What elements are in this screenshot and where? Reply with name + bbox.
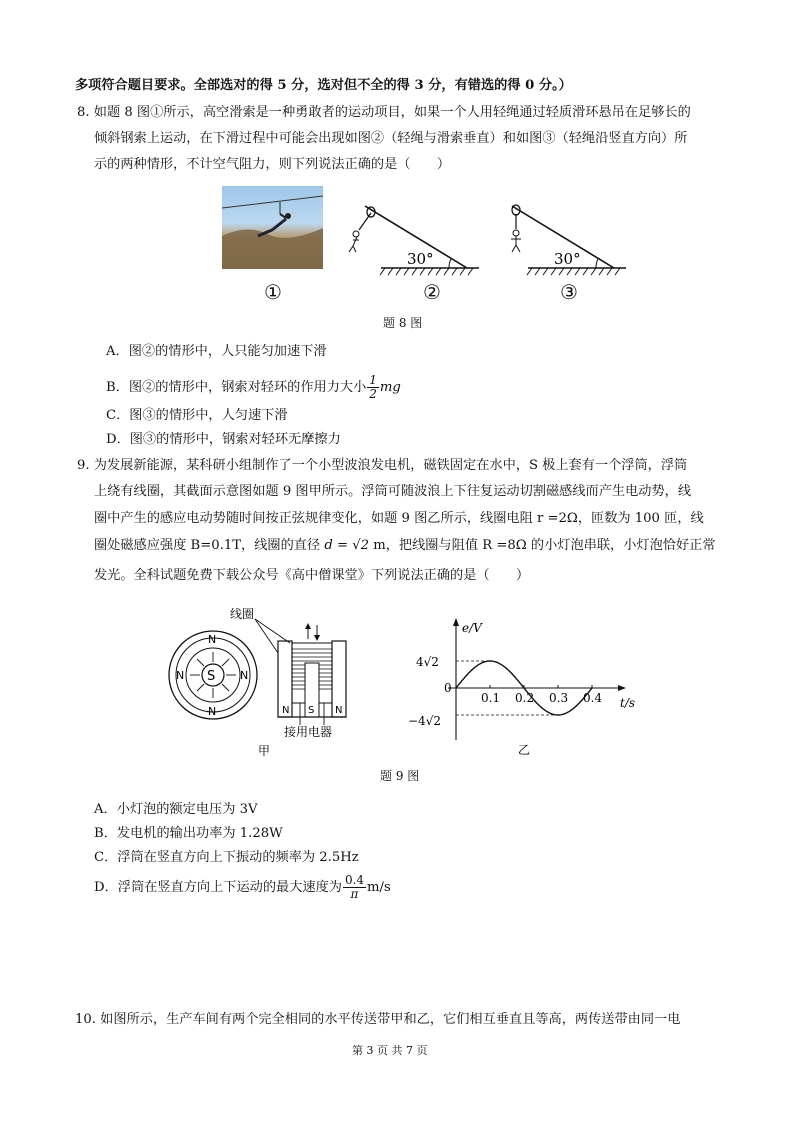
pole-n-top: N bbox=[208, 633, 217, 646]
x-axis-arrow bbox=[618, 685, 626, 691]
x-tick-label-1: 0.1 bbox=[481, 691, 501, 705]
figure-8-caption: 题 8 图 bbox=[383, 316, 423, 330]
section-instruction: 多项符合题目要求。全部选对的得 5 分，选对但不全的得 3 分，有错选的得 0 分。） bbox=[75, 78, 572, 93]
q10-line-1: 10. 如图所示，生产车间有两个完全相同的水平传送带甲和乙，它们相互垂直且等高，两传送带由同一电 bbox=[75, 1012, 681, 1027]
zipline-photo bbox=[222, 186, 323, 269]
q8-option-b-text: B．图②的情形中，钢索对轻环的作用力大小 bbox=[106, 380, 367, 395]
pole-n-bottom: N bbox=[208, 705, 217, 718]
figure-9-left bbox=[160, 603, 360, 763]
x-tick-label-3: 0.3 bbox=[549, 691, 569, 705]
q8-line-3: 示的两种情形，不计空气阻力，则下列说法正确的是（ ） bbox=[94, 157, 451, 172]
figure-8-diagram-3 bbox=[496, 196, 636, 286]
x-tick-label-2: 0.2 bbox=[515, 691, 535, 705]
fraction-denominator: 2 bbox=[369, 387, 377, 401]
device-label: 接用电器 bbox=[284, 725, 333, 739]
figure-label-2: ② bbox=[423, 280, 441, 304]
q9-line-5: 发光。全科试题免费下载公众号《高中僧课堂》下列说法正确的是（ ） bbox=[94, 568, 530, 583]
coil-label: 线圈 bbox=[230, 607, 255, 621]
fraction-numerator: 1 bbox=[369, 373, 377, 387]
peak-value-label: 4√2 bbox=[416, 655, 439, 669]
q8-option-b-unit: mg bbox=[379, 380, 401, 395]
figure-8-diagram-2 bbox=[345, 196, 485, 286]
q9-line-4 bbox=[94, 536, 716, 556]
pole-n-side-right: N bbox=[335, 705, 343, 716]
q9-line-3: 圈中产生的感应电动势随时间按正弦规律变化，如题 9 图乙所示，线圈电阻 r =2Ω，匝数为 100 匝，线 bbox=[94, 511, 704, 526]
q8-option-c: C．图③的情形中，人匀速下滑 bbox=[106, 408, 288, 423]
x-tick-label-4: 0.4 bbox=[583, 691, 603, 705]
figure-9-emf-chart bbox=[400, 612, 645, 762]
pole-n-left: N bbox=[176, 669, 185, 682]
y-axis-label: e/V bbox=[462, 621, 482, 635]
q8-option-b bbox=[106, 371, 401, 405]
q9-line-4-a: 圈处磁感应强度 B=0.1T，线圈的直径 bbox=[94, 538, 325, 553]
q8-option-a: A．图②的情形中，人只能匀加速下滑 bbox=[106, 344, 327, 359]
q9-option-c: C．浮筒在竖直方向上下振动的频率为 2.5Hz bbox=[94, 850, 359, 865]
page-footer: 第 3 页 共 7 页 bbox=[352, 1044, 428, 1057]
q8-line-2: 倾斜钢索上运动，在下滑过程中可能会出现如图②（轻绳与滑索垂直）和如图③（轻绳沿竖直方向）所 bbox=[94, 131, 688, 146]
y-axis-arrow bbox=[453, 618, 459, 626]
pole-n-right: N bbox=[240, 669, 249, 682]
figure-label-3: ③ bbox=[560, 280, 578, 304]
q9-line-2: 上绕有线圈，其截面示意图如题 9 图甲所示。浮筒可随波浪上下往复运动切割磁感线而产生电动势，线 bbox=[94, 484, 692, 499]
origin-label: 0 bbox=[444, 681, 452, 695]
q8-line-1: 8. 如题 8 图①所示，高空滑索是一种勇敢者的运动项目，如果一个人用轻绳通过轻质滑环悬吊在足够长的 bbox=[77, 105, 691, 120]
fraction-half bbox=[367, 374, 379, 401]
angle-label-2: 30° bbox=[407, 250, 434, 268]
figure-9-caption: 题 9 图 bbox=[380, 769, 420, 783]
q9-line-1: 9. 为发展新能源，某科研小组制作了一个小型波浪发电机，磁铁固定在水中，S 极上套有一个浮筒，浮筒 bbox=[77, 458, 688, 473]
zipline-photo-drawing bbox=[222, 186, 323, 269]
q9-option-d-unit: m/s bbox=[367, 880, 391, 895]
pole-s-side: S bbox=[308, 705, 315, 716]
q9-option-a: A．小灯泡的额定电压为 3V bbox=[94, 802, 258, 817]
q9-option-d-text: D．浮筒在竖直方向上下运动的最大速度为 bbox=[94, 880, 342, 895]
pole-n-side-left: N bbox=[282, 705, 290, 716]
diameter-formula: d = √2 bbox=[324, 538, 370, 553]
q9-option-b: B．发电机的输出功率为 1.28W bbox=[94, 826, 283, 841]
q8-option-d: D．图③的情形中，钢索对轻环无摩擦力 bbox=[106, 432, 341, 447]
figure-label-1: ① bbox=[264, 280, 282, 304]
angle-label-3: 30° bbox=[554, 250, 581, 268]
q9-line-4-b: m，把线圈与阻值 R =8Ω 的小灯泡串联，小灯泡恰好正常 bbox=[369, 538, 716, 553]
x-axis-label: t/s bbox=[620, 696, 636, 710]
sublabel-jia: 甲 bbox=[258, 744, 271, 758]
fraction-max-speed bbox=[343, 874, 366, 901]
trough-value-label: −4√2 bbox=[408, 714, 441, 728]
sublabel-yi: 乙 bbox=[518, 743, 531, 757]
fraction-numerator: 0.4 bbox=[344, 873, 365, 887]
q9-option-d bbox=[94, 871, 391, 905]
fraction-denominator: π bbox=[350, 887, 359, 901]
pole-s-center: S bbox=[207, 669, 216, 684]
